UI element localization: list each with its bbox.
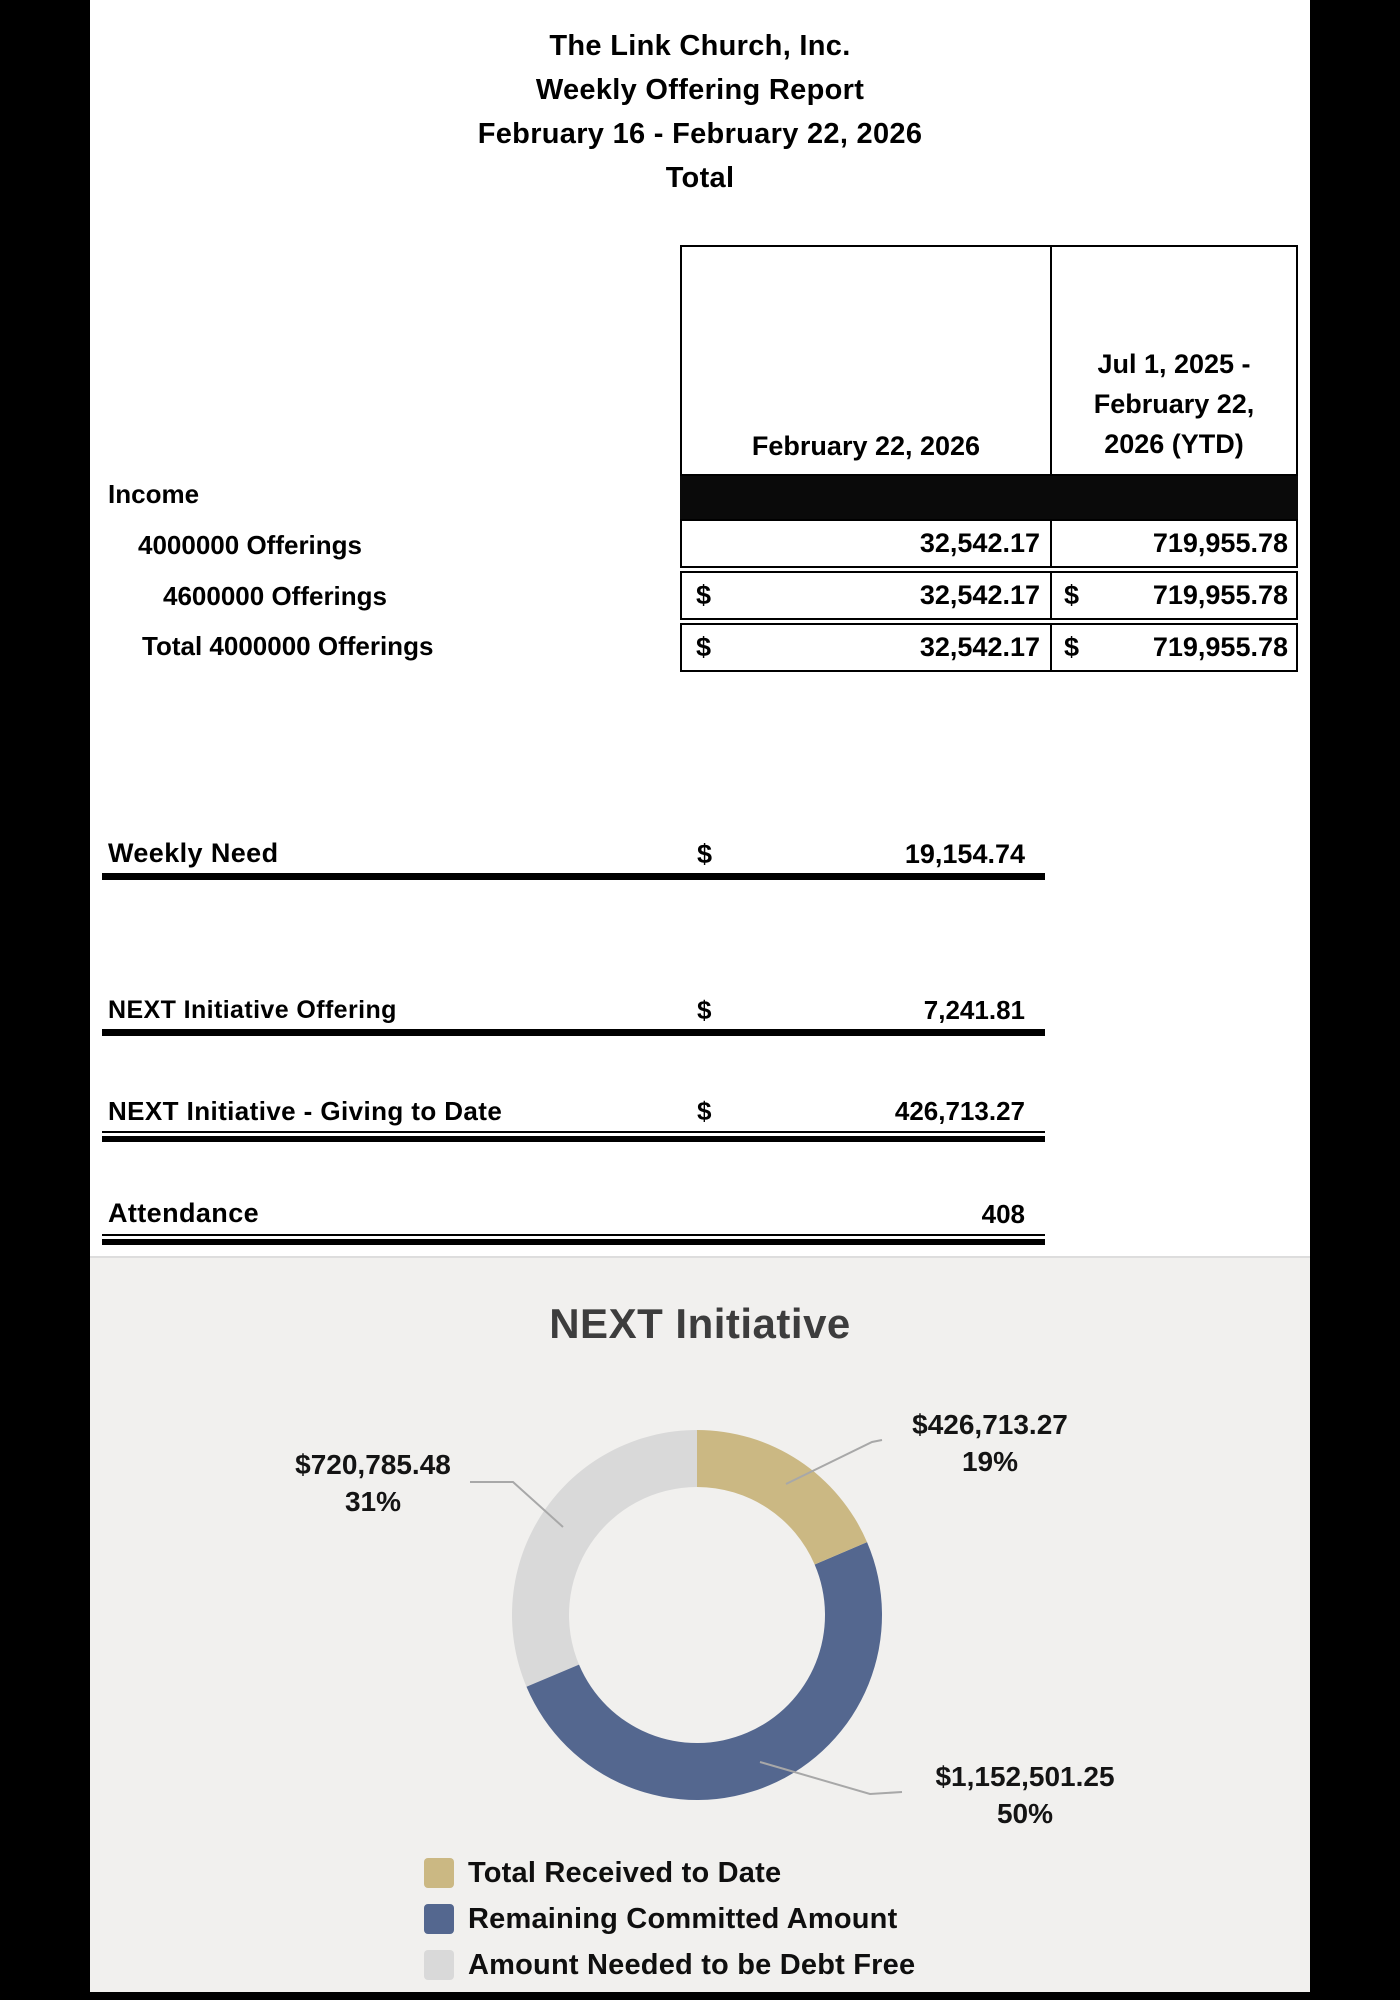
weekly-need-value: 19,154.74 <box>904 839 1025 869</box>
ytd-header-line2: February 22, <box>1093 389 1255 419</box>
table-row <box>1050 519 1298 568</box>
income-section-band <box>680 476 1298 519</box>
table-row <box>680 571 1052 620</box>
table-row <box>1050 623 1298 672</box>
legend-swatch-blue <box>424 1904 454 1934</box>
currency-symbol: $ <box>1064 632 1080 662</box>
divider <box>102 1239 1045 1245</box>
week-amount: 32,542.17 <box>919 528 1040 558</box>
income-section-label: Income <box>108 479 200 509</box>
slice-amount: $1,152,501.25 <box>935 1761 1115 1792</box>
ytd-amount: 719,955.78 <box>1152 632 1288 662</box>
divider <box>102 1234 1045 1236</box>
currency-symbol: $ <box>697 1096 712 1126</box>
report-title: Weekly Offering Report <box>535 74 865 106</box>
ytd-amount: 719,955.78 <box>1152 528 1288 558</box>
legend-item-remaining-committed <box>424 1904 915 1934</box>
ytd-header-line1: Jul 1, 2025 - <box>1097 349 1251 379</box>
slice-amount: $426,713.27 <box>912 1409 1068 1440</box>
currency-symbol: $ <box>1064 580 1080 610</box>
table-row <box>680 519 1052 568</box>
slice-label-amount-needed <box>273 1446 473 1520</box>
donut-slice-2 <box>512 1430 697 1687</box>
currency-symbol: $ <box>697 995 712 1025</box>
legend-item-amount-needed <box>424 1950 915 1980</box>
column-header-week <box>680 245 1052 476</box>
week-amount: 32,542.17 <box>919 580 1040 610</box>
report-date-range: February 16 - February 22, 2026 <box>477 118 923 150</box>
offering-report-document <box>90 0 1310 1256</box>
next-initiative-giving-label: NEXT Initiative - Giving to Date <box>108 1096 503 1126</box>
income-table <box>680 245 1298 672</box>
divider <box>102 1029 1045 1036</box>
slice-percent: 19% <box>961 1446 1019 1477</box>
currency-symbol: $ <box>696 580 712 610</box>
legend-label: Remaining Committed Amount <box>468 1902 898 1935</box>
legend-item-total-received <box>424 1858 915 1888</box>
next-initiative-giving-value: 426,713.27 <box>894 1096 1025 1126</box>
table-row <box>1050 571 1298 620</box>
ytd-header-line3: 2026 (YTD) <box>1104 429 1244 459</box>
next-initiative-chart-panel <box>90 1256 1310 1992</box>
chart-legend <box>424 1858 915 1996</box>
donut-slice-1 <box>526 1542 882 1800</box>
legend-label: Total Received to Date <box>468 1856 782 1889</box>
donut-slice-0 <box>697 1430 867 1565</box>
next-initiative-offering-value: 7,241.81 <box>923 995 1025 1025</box>
column-header-ytd <box>1050 245 1298 476</box>
currency-symbol: $ <box>696 632 712 662</box>
weekly-need-label: Weekly Need <box>108 838 279 868</box>
row-label-4000000-offerings: 4000000 Offerings <box>138 530 363 560</box>
divider <box>102 873 1045 880</box>
column-header-week-label: February 22, 2026 <box>751 431 981 461</box>
chart-title: NEXT Initiative <box>549 1300 851 1347</box>
table-row <box>680 623 1052 672</box>
divider <box>102 1131 1045 1133</box>
next-initiative-offering-label: NEXT Initiative Offering <box>108 996 397 1024</box>
currency-symbol: $ <box>697 839 713 869</box>
divider <box>102 1136 1045 1142</box>
row-label-total-4000000-offerings: Total 4000000 Offerings <box>142 631 434 661</box>
report-subtitle: Total <box>665 162 735 194</box>
attendance-value: 408 <box>981 1199 1025 1229</box>
legend-swatch-tan <box>424 1858 454 1888</box>
report-org-name: The Link Church, Inc. <box>549 30 851 62</box>
slice-percent: 31% <box>344 1486 402 1517</box>
slice-amount: $720,785.48 <box>295 1449 451 1480</box>
ytd-amount: 719,955.78 <box>1152 580 1288 610</box>
legend-swatch-gray <box>424 1950 454 1980</box>
row-label-4600000-offerings: 4600000 Offerings <box>163 581 388 611</box>
report-title-block <box>90 24 1310 200</box>
week-amount: 32,542.17 <box>919 632 1040 662</box>
slice-label-remaining-committed <box>910 1758 1140 1832</box>
slice-label-total-received <box>880 1406 1100 1480</box>
slice-percent: 50% <box>996 1798 1054 1829</box>
legend-label: Amount Needed to be Debt Free <box>468 1948 916 1981</box>
attendance-label: Attendance <box>108 1198 260 1228</box>
